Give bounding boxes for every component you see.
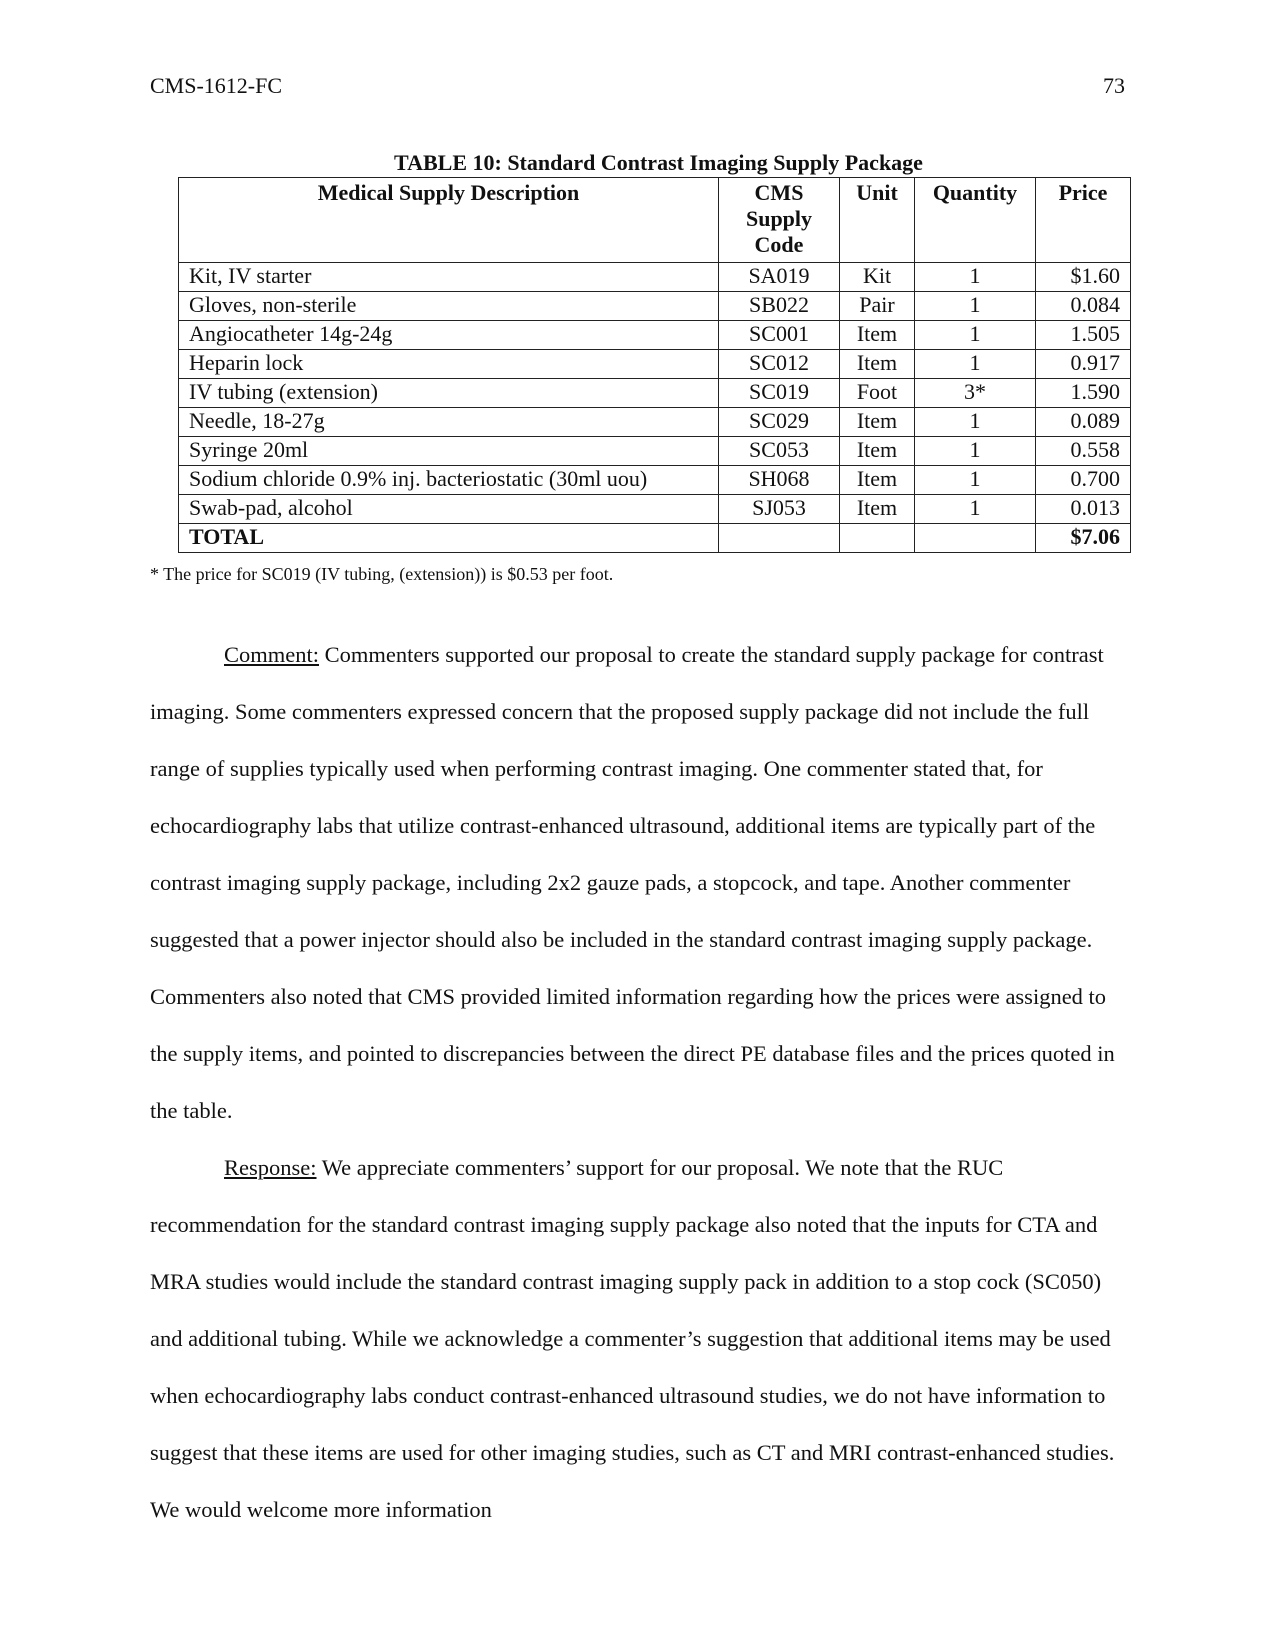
table-total-row: [179, 524, 1131, 553]
table-row: [179, 292, 1131, 321]
cell-description: Swab-pad, alcohol: [179, 495, 719, 524]
empty-cell: [840, 524, 915, 553]
cell-description: Syringe 20ml: [179, 437, 719, 466]
cell-quantity: 1: [915, 408, 1036, 437]
cell-code: SC012: [719, 350, 840, 379]
table-header-row: [179, 178, 1131, 263]
comment-label: Comment:: [224, 642, 319, 667]
table-row: [179, 495, 1131, 524]
cell-unit: Item: [840, 350, 915, 379]
cell-unit: Pair: [840, 292, 915, 321]
cell-code: SB022: [719, 292, 840, 321]
response-label: Response:: [224, 1155, 317, 1180]
cell-description: Heparin lock: [179, 350, 719, 379]
cell-quantity: 3*: [915, 379, 1036, 408]
response-paragraph: [150, 1139, 1130, 1538]
response-text: We appreciate commenters’ support for our proposal. We note that the RUC recommendation for the standard contrast imaging supply package also noted that the inputs for CTA and MRA studies would include the standard contrast imaging supply pack in addition to a stop cock (SC050) and additional tubing. While we acknowledge a commenter’s suggestion that additional items may be used when echocardiography labs conduct contrast-enhanced ultrasound studies, we do not have information to suggest that these items are used for other imaging studies, such as CT and MRI contrast-enhanced studies. We would welcome more information: [150, 1155, 1115, 1522]
cell-unit: Foot: [840, 379, 915, 408]
cell-description: Kit, IV starter: [179, 263, 719, 292]
cell-quantity: 1: [915, 350, 1036, 379]
cell-quantity: 1: [915, 466, 1036, 495]
cell-price: 0.917: [1036, 350, 1131, 379]
column-header-code-line: CMS: [754, 180, 804, 205]
table-row: [179, 321, 1131, 350]
empty-cell: [915, 524, 1036, 553]
cell-code: SH068: [719, 466, 840, 495]
table-footnote: * The price for SC019 (IV tubing, (extension)) is $0.53 per foot.: [150, 564, 614, 584]
cell-price: 0.700: [1036, 466, 1131, 495]
cell-unit: Item: [840, 495, 915, 524]
page-number: 73: [1103, 73, 1125, 98]
table-row: [179, 350, 1131, 379]
cell-price: 1.590: [1036, 379, 1131, 408]
cell-description: Sodium chloride 0.9% inj. bacteriostatic (30ml uou): [179, 466, 719, 495]
cell-code: SJ053: [719, 495, 840, 524]
table-row: [179, 437, 1131, 466]
cell-description: Gloves, non-sterile: [179, 292, 719, 321]
cell-unit: Item: [840, 408, 915, 437]
column-header-code-line: Code: [754, 232, 804, 257]
column-header-unit: Unit: [840, 178, 915, 263]
cell-quantity: 1: [915, 495, 1036, 524]
table-row: [179, 466, 1131, 495]
table-row: [179, 379, 1131, 408]
cell-quantity: 1: [915, 321, 1036, 350]
document-code: CMS-1612-FC: [150, 73, 283, 98]
column-header-description: Medical Supply Description: [179, 178, 719, 263]
cell-unit: Item: [840, 466, 915, 495]
cell-price: 0.013: [1036, 495, 1131, 524]
supply-table: [178, 177, 1131, 553]
total-price: $7.06: [1036, 524, 1131, 553]
table-title: TABLE 10: Standard Contrast Imaging Supply Package: [394, 150, 923, 175]
column-header-code: [719, 178, 840, 263]
cell-description: Angiocatheter 14g-24g: [179, 321, 719, 350]
comment-paragraph: [150, 626, 1130, 1139]
cell-code: SC053: [719, 437, 840, 466]
table-row: [179, 263, 1131, 292]
total-label: TOTAL: [179, 524, 719, 553]
cell-price: 0.089: [1036, 408, 1131, 437]
cell-description: Needle, 18-27g: [179, 408, 719, 437]
cell-code: SA019: [719, 263, 840, 292]
cell-quantity: 1: [915, 437, 1036, 466]
cell-price: $1.60: [1036, 263, 1131, 292]
body-text: [150, 626, 1130, 1538]
cell-unit: Kit: [840, 263, 915, 292]
cell-code: SC001: [719, 321, 840, 350]
cell-price: 0.558: [1036, 437, 1131, 466]
cell-description: IV tubing (extension): [179, 379, 719, 408]
cell-code: SC019: [719, 379, 840, 408]
cell-quantity: 1: [915, 292, 1036, 321]
cell-price: 1.505: [1036, 321, 1131, 350]
table-row: [179, 408, 1131, 437]
cell-unit: Item: [840, 321, 915, 350]
comment-text: Commenters supported our proposal to create the standard supply package for contrast imaging. Some commenters expressed concern that the proposed supply package did not include the full range of supplies typically used when performing contrast imaging. One commenter stated that, for echocardiography labs that utilize contrast-enhanced ultrasound, additional items are typically part of the contrast imaging supply package, including 2x2 gauze pads, a stopcock, and tape. Another commenter suggested that a power injector should also be included in the standard contrast imaging supply package. Commenters also noted that CMS provided limited information regarding how the prices were assigned to the supply items, and pointed to discrepancies between the direct PE database files and the prices quoted in the table.: [150, 642, 1115, 1123]
cell-unit: Item: [840, 437, 915, 466]
cell-quantity: 1: [915, 263, 1036, 292]
column-header-price: Price: [1036, 178, 1131, 263]
cell-price: 0.084: [1036, 292, 1131, 321]
cell-code: SC029: [719, 408, 840, 437]
column-header-code-line: Supply: [745, 206, 813, 231]
column-header-quantity: Quantity: [915, 178, 1036, 263]
empty-cell: [719, 524, 840, 553]
